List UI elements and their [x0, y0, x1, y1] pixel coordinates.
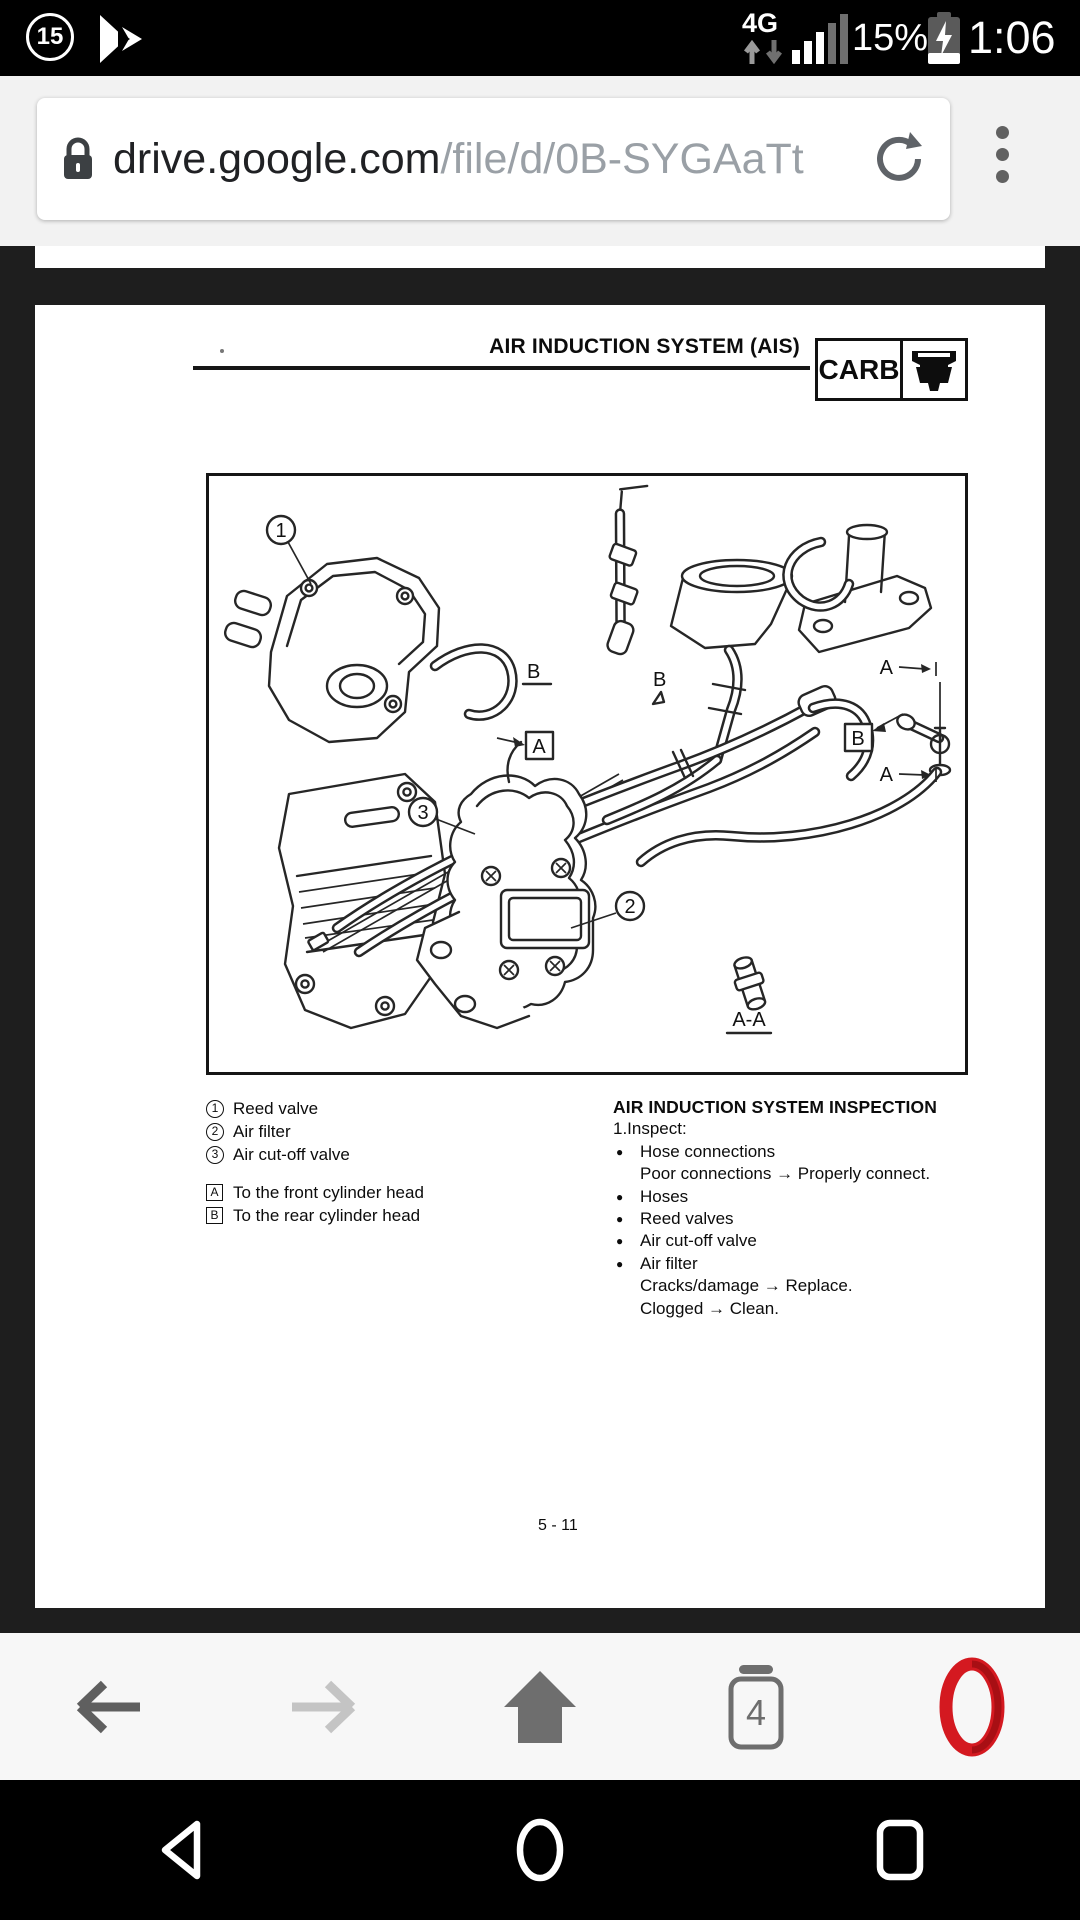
carburetor-icon [908, 345, 960, 395]
label-b-plain: B [653, 669, 667, 691]
nav-home-button[interactable] [360, 1817, 720, 1883]
label-b-boxed: B [851, 728, 865, 750]
inspection-item-text: Air filter [640, 1253, 698, 1273]
manual-page [35, 305, 1045, 1608]
diagram-legend [206, 1097, 424, 1227]
url-path: /file/d/0B-SYGAaTt [440, 134, 804, 183]
clock-text: 1:06 [968, 12, 1056, 63]
legend-ref [206, 1181, 424, 1204]
legend-label: Reed valve [233, 1099, 319, 1118]
battery-charging-icon [928, 12, 960, 64]
nav-recents-icon [876, 1819, 924, 1881]
bullet-icon: ● [616, 1212, 624, 1227]
inspection-item [613, 1141, 1033, 1163]
inspection-item-text: Clogged → Clean. [640, 1298, 779, 1318]
legend-label: Air cut-off valve [233, 1145, 350, 1164]
inspection-item-text: Reed valves [640, 1209, 734, 1229]
back-arrow-icon [70, 1677, 146, 1737]
forward-button[interactable] [264, 1647, 384, 1767]
nav-recents-button[interactable] [720, 1819, 1080, 1881]
legend-item [206, 1143, 424, 1166]
inspection-section [613, 1096, 1033, 1320]
label-a-bottom: A [879, 764, 893, 786]
page-title: AIR INDUCTION SYSTEM (AIS) [489, 335, 800, 358]
section-part [728, 954, 771, 1013]
opera-menu-button[interactable] [912, 1647, 1032, 1767]
callout-3: 3 [417, 802, 429, 824]
legend-ref [206, 1204, 424, 1227]
battery-percent-text: 15% [852, 17, 929, 59]
inspection-item-text: Hoses [640, 1186, 689, 1206]
inspection-item-text: Poor connections → Properly connect. [640, 1164, 931, 1184]
legend-item [206, 1120, 424, 1143]
tab-counter-icon [723, 1663, 789, 1751]
home-icon [500, 1669, 580, 1745]
previous-page-edge [35, 246, 1045, 268]
overflow-menu-icon[interactable] [996, 126, 1010, 192]
inspection-item-text: Cracks/damage → Replace. [640, 1276, 853, 1296]
inspection-item-text: Air cut-off valve [640, 1231, 757, 1251]
inspection-item-text: Hose connections [640, 1141, 776, 1161]
android-nav-bar [0, 1780, 1080, 1920]
air-cutoff-filter-assembly [417, 742, 595, 1028]
forward-arrow-icon [286, 1677, 362, 1737]
url-text [113, 135, 870, 184]
legend-ref-label: To the front cylinder head [233, 1183, 424, 1202]
home-button[interactable] [480, 1647, 600, 1767]
inspection-subitem [613, 1298, 1033, 1320]
inspection-title: AIR INDUCTION SYSTEM INSPECTION [613, 1097, 937, 1117]
inspection-item [613, 1186, 1033, 1208]
breather-pipe [592, 481, 660, 657]
google-play-icon [96, 13, 148, 65]
secure-lock-icon [61, 137, 95, 181]
callout-1: 1 [275, 520, 287, 542]
network-type-indicator: 4G [742, 8, 779, 38]
opera-logo-icon [937, 1657, 1007, 1757]
inspection-step: 1.Inspect: [613, 1119, 687, 1139]
nav-home-icon [514, 1817, 566, 1883]
bullet-icon: ● [616, 1189, 624, 1204]
carb-tag-box [815, 338, 968, 401]
bullet-icon: ● [616, 1256, 624, 1271]
carb-tag-label: CARB [818, 341, 903, 398]
label-b-underlined: B [527, 661, 541, 683]
browser-address-bar [0, 76, 1080, 246]
legend-ref-marker: B [206, 1207, 223, 1224]
legend-marker: 3 [206, 1146, 224, 1164]
reload-icon[interactable] [870, 130, 928, 188]
manifold-flange [787, 525, 931, 652]
label-a-top: A [879, 657, 893, 679]
url-domain: drive.google.com [113, 134, 441, 183]
nav-back-button[interactable] [0, 1818, 360, 1882]
label-section-aa: A-A [732, 1009, 766, 1031]
bullet-icon: ● [616, 1234, 624, 1249]
title-rule [193, 366, 810, 370]
inspection-item [613, 1253, 1033, 1275]
back-button[interactable] [48, 1647, 168, 1767]
legend-label: Air filter [233, 1122, 291, 1141]
notification-count: 15 [36, 23, 64, 50]
callout-2: 2 [624, 896, 636, 918]
bullet-icon: ● [616, 1144, 624, 1159]
inspection-subitem [613, 1275, 1033, 1297]
diagram-drawing [209, 476, 965, 1072]
legend-ref-label: To the rear cylinder head [233, 1206, 421, 1225]
nav-back-icon [157, 1818, 203, 1882]
status-bar [0, 0, 1080, 76]
pdf-viewer[interactable] [0, 246, 1080, 1633]
legend-marker: 2 [206, 1123, 224, 1141]
ais-exploded-diagram [206, 473, 968, 1075]
legend-item [206, 1097, 424, 1120]
data-arrows-icon [744, 40, 786, 64]
tabs-button[interactable] [696, 1647, 816, 1767]
tab-count: 4 [745, 1691, 767, 1733]
notification-count-badge [26, 13, 74, 61]
inspection-subitem [613, 1163, 1033, 1185]
browser-toolbar [0, 1633, 1080, 1780]
inspection-item [613, 1208, 1033, 1230]
legend-ref-marker: A [206, 1184, 223, 1201]
legend-marker: 1 [206, 1100, 224, 1118]
label-a-boxed: A [532, 736, 546, 758]
url-input[interactable] [37, 98, 950, 220]
page-number: 5 - 11 [538, 1517, 578, 1534]
inspection-item [613, 1230, 1033, 1252]
reed-valve-assembly [223, 558, 512, 742]
signal-strength-icon [792, 14, 850, 64]
